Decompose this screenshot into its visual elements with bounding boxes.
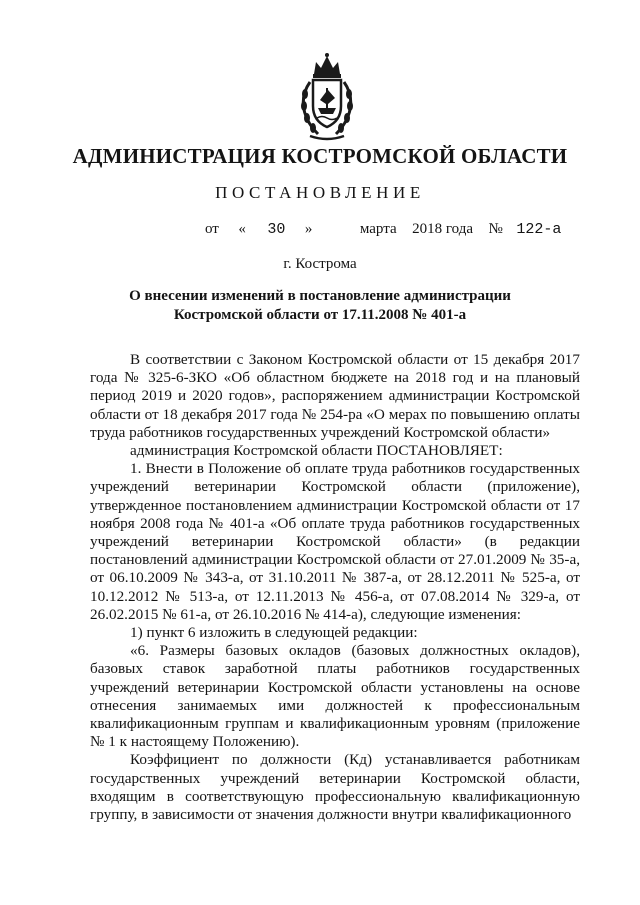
- paragraph: Коэффициент по должности (Кд) устанавливается работникам государственных учреждений ветеринарии Костромской области, входящим в соответствующую профессиональную квалификационную группу, в зависимости от значения должности внутри квалификационного: [90, 751, 580, 824]
- date-day: 30: [267, 221, 286, 238]
- date-close-quote: »: [304, 221, 313, 237]
- paragraph: «6. Размеры базовых окладов (базовых должностных окладов), базовых ставок заработной платы работников государственных учреждений ветеринарии Костромской области установлены на основе отнесения занимаемых ими должностей к профессиональным квалификационным группам и квалификационным уровням (приложение № 1 к настоящему Положению).: [90, 642, 580, 751]
- document-type: ПОСТАНОВЛЕНИЕ: [215, 183, 425, 202]
- date-open-quote: «: [238, 221, 246, 237]
- organization-title: АДМИНИСТРАЦИЯ КОСТРОМСКОЙ ОБЛАСТИ: [72, 144, 568, 168]
- date-month: марта: [359, 221, 397, 237]
- date-year: 2018 года: [412, 221, 474, 237]
- document-subject: [110, 287, 530, 325]
- number-sign: №: [488, 221, 503, 237]
- paragraph: В соответствии с Законом Костромской области от 15 декабря 2017 года № 325-6-ЗКО «Об областном бюджете на 2018 год и на плановый период 2019 и 2020 годов», распоряжением администрации Костромской области от 18 декабря 2017 года № 254-ра «О мерах по повышению оплаты труда работников государственных учреждений Костромской области»: [90, 351, 580, 441]
- paragraph: администрация Костромской области ПОСТАНОВЛЯЕТ:: [130, 442, 503, 460]
- date-prefix: от: [205, 221, 219, 237]
- paragraph: 1. Внести в Положение об оплате труда работников государственных учреждений ветеринарии Костромской области (приложение), утвержденное постановлением администрации Костромской области от 17 ноября 2008 года № 401-а «Об оплате труда работников государственных учреждений ветеринарии Костромской области» (в редакции постановлений администрации Костромской области от 27.01.2009 № 35-а, от 06.10.2009 № 343-а, от 31.10.2011 № 387-а, от 28.12.2011 № 525-а, от 10.12.2012 № 513-а, от 12.11.2013 № 456-а, от 07.08.2014 № 329-а, от 26.02.2015 № 61-а, от 26.10.2016 № 414-а), следующие изменения:: [90, 460, 580, 623]
- subject-line-1: О внесении изменений в постановление администрации: [129, 288, 511, 304]
- document-body: [90, 351, 580, 824]
- document-number: 122-а: [516, 221, 562, 238]
- city-name: г. Кострома: [283, 256, 357, 272]
- subject-line-2: Костромской области от 17.11.2008 № 401-а: [173, 307, 467, 323]
- document-date-line: [205, 221, 561, 238]
- paragraph: 1) пункт 6 изложить в следующей редакции:: [130, 624, 418, 642]
- coat-of-arms-icon: [296, 52, 358, 142]
